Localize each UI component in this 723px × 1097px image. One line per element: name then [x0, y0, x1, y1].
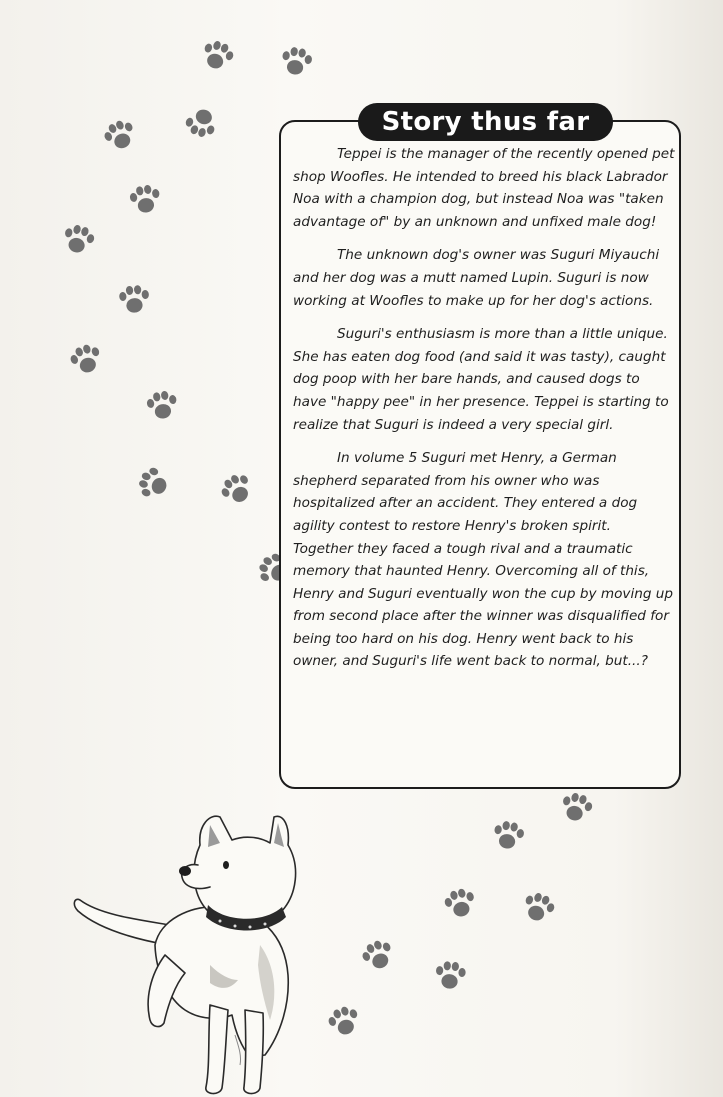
- paw-print-icon: [515, 885, 561, 931]
- story-paragraph: Teppei is the manager of the recently opened pet shop Woofles. He intended to breed his black Labrador Noa with a champion dog, but instead Noa was "taken advantage of" by an unknown and unfixed male dog!: [293, 146, 675, 230]
- paw-print-icon: [487, 815, 529, 857]
- paw-print-icon: [179, 99, 225, 145]
- paw-print-icon: [63, 337, 109, 383]
- paw-print-icon: [438, 882, 482, 926]
- story-paragraph: In volume 5 Suguri met Henry, a German shepherd separated from his owner who was hospitalized after an accident. They entered a dog agility contest to restore Henry's broken spirit. Together they faced a tough rival and a traumatic memory that haunted Henry. Overcoming all of this, Henry and Suguri eventually won the cup by moving up from second place after the winner was disqualified for being too hard on his dog. Henry went back to his owner, and Suguri's life went back to normal, but...?: [293, 450, 674, 670]
- paw-print-icon: [430, 956, 469, 995]
- paw-print-icon: [194, 33, 240, 79]
- story-text: [293, 143, 675, 684]
- paw-print-icon: [56, 218, 100, 262]
- story-paragraph: Suguri's enthusiasm is more than a little unique. She has eaten dog food (and said it was tasty), caught dog poop with her bare hands, and caused dogs to have "happy pee" in her presence. Teppei is starting to realize that Suguri is indeed a very special girl.: [293, 326, 669, 433]
- paw-print-icon: [212, 465, 262, 515]
- story-paragraph: The unknown dog's owner was Suguri Miyauchi and her dog was a mutt named Lupin. Suguri is now working at Woofles to make up for her dog's actions.: [293, 247, 660, 309]
- paw-print-icon: [141, 385, 183, 427]
- paw-print-icon: [124, 179, 166, 221]
- paw-print-icon: [275, 41, 317, 83]
- paw-print-icon: [96, 112, 144, 160]
- dog-illustration: [60, 805, 320, 1097]
- paw-print-icon: [554, 786, 598, 830]
- paw-print-icon: [321, 999, 367, 1045]
- paw-print-icon: [354, 932, 402, 980]
- paw-print-icon: [114, 280, 153, 319]
- paw-print-icon: [131, 461, 177, 507]
- story-title: Story thus far: [358, 103, 613, 141]
